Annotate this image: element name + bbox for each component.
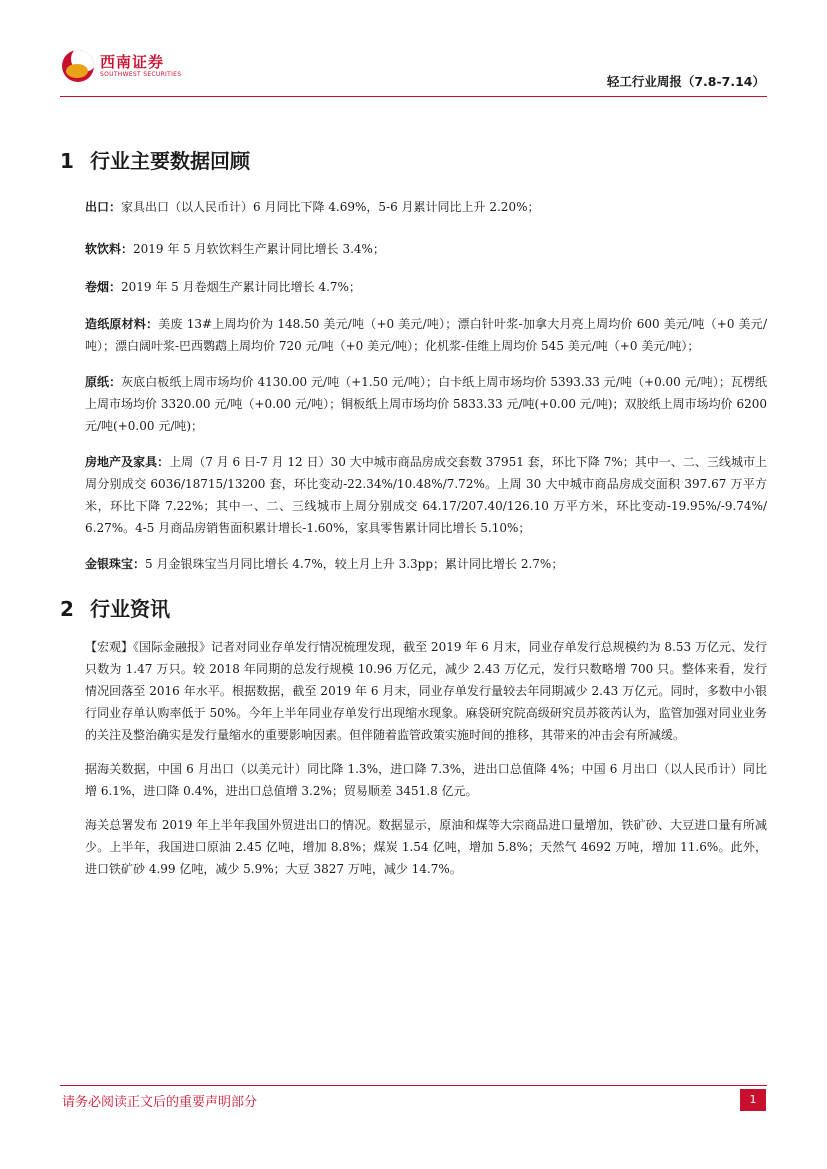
header-divider bbox=[60, 96, 767, 97]
news-paragraph: 【宏观】《国际金融报》记者对同业存单发行情况梳理发现，截至 2019 年 6 月末，同业存单发行总规模约为 8.53 万亿元、发行只数为 1.47 万只。较 2018 年同期的总发行规模 10.96 万亿元，减少 2.43 万亿元，发行只数略增 700 只。整体来看，发行情况回落至 2016 年水平。根据数据，截至 2019 年 6 月末，同业存单发行量较去年同期减少 2.43 万亿元。同时，多数中小银行同业存单认购率低于 50%。今年上半年同业存单发行出现缩水现象。麻袋研究院高级研究员苏筱芮认为，监管加强对同业业务的关注及整治确实是发行量缩水的重要影响因素。但伴随着监管政策实施时间的推移，其带来的冲击会有所减缓。 bbox=[85, 640, 767, 742]
data-item-real-estate-furniture: 房地产及家具：上周（7 月 6 日-7 月 12 日）30 大中城市商品房成交套数 37951 套，环比下降 7%；其中一、二、三线城市上周分别成交 6036/18715/13200 套，环比变动-22.34%/10.48%/7.72%。上周 30 大中城市商品房成交面积 397.67 万平方米，环比下降 7.22%；其中一、二、三线城市上周分别成交 64.17/207.40/126.10 万平方米，环比变动-19.95%/-9.74%/ 6.27%。4-5 月商品房销售面积累计增长-1.60%，家具零售累计同比增长 5.10%； bbox=[85, 455, 767, 535]
data-item-soft-drinks: 软饮料：2019 年 5 月软饮料生产累计同比增长 3.4%； bbox=[85, 242, 385, 256]
data-item-jewelry: 金银珠宝：5 月金银珠宝当月同比增长 4.7%，较上月上升 3.3pp；累计同比增长 2.7%； bbox=[85, 557, 564, 571]
section-2-heading bbox=[60, 593, 767, 622]
footer-divider bbox=[60, 1085, 767, 1086]
section-1-heading bbox=[60, 145, 767, 174]
main-content bbox=[60, 145, 767, 880]
section-2-number: 2 bbox=[60, 597, 74, 621]
data-item-base-paper: 原纸：灰底白板纸上周市场均价 4130.00 元/吨（+1.50 元/吨）；白卡纸上周市场均价 5393.33 元/吨（+0.00 元/吨）；瓦楞纸上周市场均价 3320.00 元/吨（+0.00 元/吨）；铜板纸上周市场均价 5833.33 元/吨(+0.00 元/吨)；双胶纸上周市场均价 6200 元/吨(+0.00 元/吨)； bbox=[85, 375, 767, 433]
data-item-paper-raw-materials: 造纸原材料：美废 13#上周均价为 148.50 美元/吨（+0 美元/吨）；漂白针叶浆-加拿大月亮上周均价 600 美元/吨（+0 美元/吨）；漂白阔叶浆-巴西鹦鹉上周均价 720 元/吨（+0 美元/吨）；化机浆-佳维上周均价 545 美元/吨（+0 美元/吨）； bbox=[85, 317, 767, 353]
news-paragraph: 海关总署发布 2019 年上半年我国外贸进出口的情况。数据显示，原油和煤等大宗商品进口量增加，铁矿砂、大豆进口量有所减少。上半年，我国进口原油 2.45 亿吨，增加 8.8%；煤炭 1.54 亿吨，增加 5.8%；天然气 4692 万吨，增加 11.6%。此外，进口铁矿砂 4.99 亿吨，减少 5.9%；大豆 3827 万吨，减少 14.7%。 bbox=[85, 818, 767, 876]
section-1-number: 1 bbox=[60, 149, 74, 173]
data-item-cigarettes: 卷烟：2019 年 5 月卷烟生产累计同比增长 4.7%； bbox=[85, 280, 361, 294]
section-2-title: 行业资讯 bbox=[90, 597, 170, 621]
logo-emblem-icon bbox=[62, 50, 94, 82]
brand-name-en: SOUTHWEST SECURITIES bbox=[100, 71, 182, 78]
footer-disclaimer: 请务必阅读正文后的重要声明部分 bbox=[62, 1095, 258, 1110]
report-title: 轻工行业周报（7.8-7.14） bbox=[606, 74, 765, 89]
news-paragraph: 据海关数据，中国 6 月出口（以美元计）同比降 1.3%，进口降 7.3%，进出口总值降 4%；中国 6 月出口（以人民币计）同比增 6.1%，进口降 0.4%，进出口总值增 3.2%；贸易顺差 3451.8 亿元。 bbox=[85, 762, 767, 798]
data-item-export: 出口：家具出口（以人民币计）6 月同比下降 4.69%，5-6 月累计同比上升 2.20%； bbox=[85, 200, 540, 214]
page-number: 1 bbox=[740, 1089, 766, 1111]
section-1-title: 行业主要数据回顾 bbox=[90, 149, 250, 173]
brand-logo bbox=[62, 50, 182, 84]
brand-name-cn: 西南证券 bbox=[100, 53, 165, 71]
